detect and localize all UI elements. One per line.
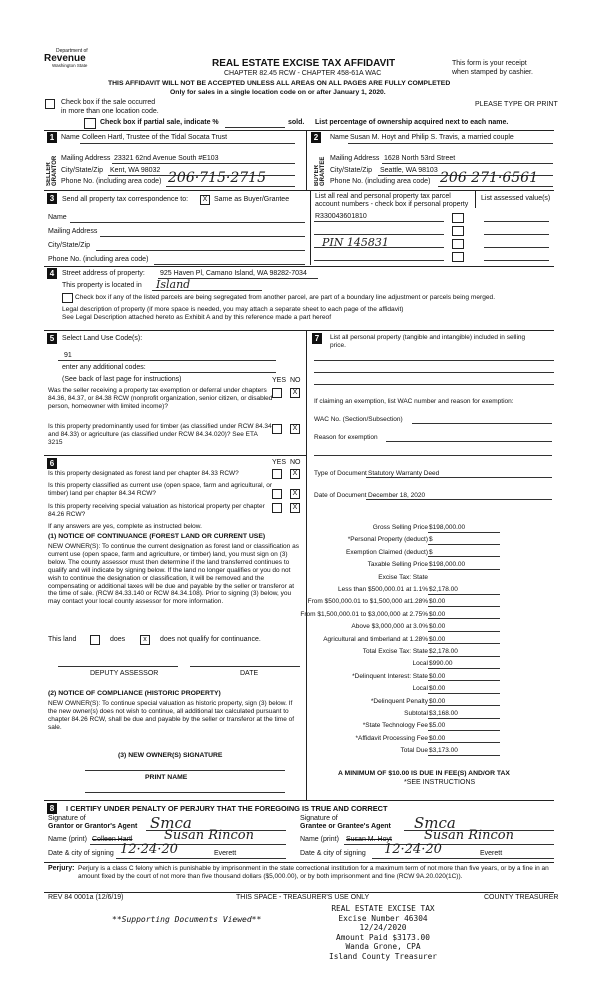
parcel-4-personal-checkbox[interactable] bbox=[452, 252, 464, 262]
calc-row-line[interactable] bbox=[428, 668, 500, 669]
rule-s5-s7-divider bbox=[306, 330, 307, 800]
pin-handwritten: PIN 145831 bbox=[322, 236, 389, 249]
legal-desc-1: Legal description of property (if more space is needed, you may attach a separate sheet to each page of the affidavit) bbox=[62, 306, 404, 313]
calc-row-value: $2,178.00 bbox=[429, 648, 458, 655]
buyer-mailing: 1628 North 53rd Street bbox=[384, 155, 456, 162]
calc-row-line[interactable] bbox=[428, 631, 500, 632]
treasurer-use-only: THIS SPACE - TREASURER'S USE ONLY bbox=[236, 894, 370, 901]
land-use-label: Select Land Use Code(s): bbox=[62, 335, 143, 342]
grantor-signature: Smca bbox=[150, 814, 192, 832]
s6-q3-yes[interactable] bbox=[272, 503, 282, 513]
located-line bbox=[152, 290, 262, 291]
calc-row-label: Above $3,000,000 at 3.0% bbox=[351, 623, 428, 631]
calc-row-value: $0.00 bbox=[429, 685, 446, 693]
s5-yes-header: YES bbox=[272, 377, 287, 384]
partial-sale-line[interactable] bbox=[225, 127, 285, 128]
parcel-header-1: List all real and personal property tax parcel bbox=[315, 193, 451, 200]
calc-row-value: $0.00 bbox=[429, 672, 446, 680]
historic-text: NEW OWNER(S): To continue special valuation as historic property, sign (3) below. If the new owner(s) does not wish to continue, all additional tax calculated pursuant to chapter 84.26 RCW, shall be due and payable by the seller or transferor at the time of sale. bbox=[48, 700, 295, 731]
land-use-code: 91 bbox=[64, 352, 72, 359]
calc-row-value: $3,173.00 bbox=[429, 747, 458, 755]
s3-name-line[interactable] bbox=[70, 222, 305, 223]
calc-row-line[interactable] bbox=[428, 705, 500, 706]
calc-row-label: *Personal Property (deduct) bbox=[347, 536, 428, 544]
calc-row-value: $0.00 bbox=[429, 598, 446, 606]
s6-q1-yes[interactable] bbox=[272, 469, 282, 479]
land-does-checkbox[interactable] bbox=[90, 635, 100, 645]
grantor-signature-of: Signature of bbox=[48, 815, 86, 822]
rule-s1-s2-divider bbox=[306, 130, 307, 190]
grantor-date-city-label: Date & city of signing bbox=[48, 850, 114, 857]
calc-row-label: Local bbox=[412, 660, 428, 668]
certify-statement: I CERTIFY UNDER PENALTY OF PERJURY THAT THE FOREGOING IS TRUE AND CORRECT bbox=[66, 804, 388, 813]
buyer-phone-label: Phone No. (including area code) bbox=[330, 178, 431, 185]
parcel-2-personal-checkbox[interactable] bbox=[452, 226, 464, 236]
s5-q2-no[interactable]: X bbox=[290, 424, 300, 434]
doc-type-line bbox=[366, 477, 552, 478]
form-only-for: Only for sales in a single location code on or after January 1, 2020. bbox=[170, 89, 386, 96]
s6-no-header: NO bbox=[290, 459, 301, 466]
receipt-note-2: when stamped by cashier. bbox=[452, 69, 533, 76]
reason-label: Reason for exemption bbox=[314, 434, 378, 441]
s5-q2-yes[interactable] bbox=[272, 424, 282, 434]
section5-number: 5 bbox=[47, 333, 57, 344]
same-as-buyer-label: Same as Buyer/Grantee bbox=[214, 196, 290, 203]
calc-row-line[interactable] bbox=[428, 643, 500, 644]
located-value: Island bbox=[156, 278, 191, 291]
seller-city-label: City/State/Zip bbox=[61, 167, 104, 174]
multi-location-label-1: Check box if the sale occurred bbox=[61, 99, 156, 106]
seller-name-label: Name bbox=[61, 134, 80, 141]
does-label: does bbox=[110, 636, 126, 643]
calc-row-label: Agricultural and timberland at 1.28% bbox=[323, 635, 428, 643]
doc-type-label: Type of Document bbox=[314, 470, 367, 477]
wac-label: WAC No. (Section/Subsection) bbox=[314, 416, 403, 423]
reason-line-2[interactable] bbox=[314, 455, 552, 456]
personal-prop-line-2[interactable] bbox=[314, 372, 554, 373]
seller-phone-label: Phone No. (including area code) bbox=[61, 178, 162, 185]
calc-row-line[interactable] bbox=[428, 618, 500, 619]
form-warning: THIS AFFIDAVIT WILL NOT BE ACCEPTED UNLESS ALL AREAS ON ALL PAGES ARE FULLY COMPLETED bbox=[108, 80, 451, 87]
seller-side-label: SELLER GRANTOR bbox=[46, 155, 58, 186]
personal-prop-line-3[interactable] bbox=[314, 384, 554, 385]
seller-mailing-line bbox=[112, 163, 295, 164]
s5-q1-yes[interactable] bbox=[272, 388, 282, 398]
grantor-printed-name: Colleen Hartl bbox=[92, 836, 133, 843]
list-percentage: List percentage of ownership acquired next to each name. bbox=[315, 119, 509, 126]
calc-row-value: $ bbox=[429, 536, 433, 544]
grantor-date: 12·24·20 bbox=[120, 842, 178, 857]
calc-row-label: *State Technology Fee bbox=[362, 722, 428, 730]
calc-row-line[interactable] bbox=[428, 680, 500, 681]
calc-row-line[interactable] bbox=[428, 718, 500, 719]
treasurer-stamp bbox=[308, 904, 458, 961]
this-land-label: This land bbox=[48, 636, 77, 643]
parcel-1: R330043601810 bbox=[315, 213, 367, 220]
grantee-name-line[interactable] bbox=[344, 844, 554, 845]
claiming-exemption-label: If claiming an exemption, list WAC number and reason for exemption: bbox=[314, 398, 514, 405]
see-instructions: *SEE INSTRUCTIONS bbox=[404, 779, 476, 786]
s6-yes-header: YES bbox=[272, 459, 287, 466]
grantee-city: Everett bbox=[480, 850, 503, 857]
stamp-line-3: 12/24/2020 bbox=[359, 923, 407, 932]
grantee-signature: Smca bbox=[414, 814, 456, 832]
section3-number: 3 bbox=[47, 193, 57, 204]
seller-mailing-label: Mailing Address bbox=[61, 155, 111, 162]
calc-row-label: From $500,000.01 to $1,500,000 at1.28% bbox=[307, 598, 428, 606]
grantee-name-handwritten: Susan Rincon bbox=[424, 828, 515, 843]
land-use-line bbox=[58, 360, 276, 361]
section6-number: 6 bbox=[47, 458, 57, 469]
assessed-line-1 bbox=[484, 221, 549, 222]
parcel-line-1 bbox=[314, 221, 444, 222]
calc-row-line[interactable] bbox=[428, 594, 500, 595]
calc-row-label: Total Excise Tax: State bbox=[362, 648, 428, 655]
seller-phone-line bbox=[166, 186, 295, 187]
segregated-checkbox[interactable] bbox=[62, 293, 73, 303]
receipt-note-1: This form is your receipt bbox=[452, 60, 527, 67]
section4-number: 4 bbox=[47, 268, 57, 279]
rule-s3-top bbox=[44, 190, 554, 191]
parcel-line-4 bbox=[314, 260, 444, 261]
located-label: This property is located in bbox=[62, 282, 142, 289]
additional-codes-line[interactable] bbox=[150, 372, 276, 373]
calc-row-label: Exemption Claimed (deduct) bbox=[345, 548, 428, 556]
perjury-text: Perjury is a class C felony which is punishable by imprisonment in the state correctional institution for a maximum term of not more than five years, or by a fine in an amount fixed by the court of not more than five thousand dollars ($5,000.00), or by both imprisonment and fine (RCW 9A.20.020(1C)). bbox=[78, 865, 549, 880]
seller-mailing: 23321 62nd Avenue South #E103 bbox=[114, 155, 219, 162]
rule-s5-top bbox=[44, 330, 554, 331]
seller-name-line bbox=[80, 143, 295, 144]
logo-line2: Revenue bbox=[44, 53, 86, 64]
calc-row-value: $0.00 bbox=[429, 623, 446, 631]
calc-row-line[interactable] bbox=[428, 532, 500, 533]
buyer-city-label: City/State/Zip bbox=[330, 167, 373, 174]
personal-property-label: List all personal property (tangible and intangible) included in selling price. bbox=[330, 334, 526, 349]
calc-row-label: From $1,500,000.01 to $3,000,000 at 2.75% bbox=[300, 610, 428, 618]
same-as-buyer-checkbox[interactable]: X bbox=[200, 195, 210, 205]
calc-row-value: $198,000.00 bbox=[429, 561, 466, 569]
s5-no-header: NO bbox=[290, 377, 301, 384]
stamp-line-5: Wanda Grone, CPA bbox=[345, 942, 421, 951]
grantor-city: Everett bbox=[214, 850, 237, 857]
s3-name-label: Name bbox=[48, 214, 67, 221]
street-label: Street address of property: bbox=[62, 270, 145, 277]
minimum-due-note: A MINIMUM OF $10.00 IS DUE IN FEE(S) AND/OR TAX bbox=[338, 770, 510, 777]
calc-row-line[interactable] bbox=[428, 606, 500, 607]
calc-row-label: Total Due bbox=[400, 747, 428, 755]
grantee-date-city-label: Date & city of signing bbox=[300, 850, 366, 857]
deputy-line[interactable] bbox=[58, 666, 178, 667]
street-address: 925 Haven Pl, Camano Island, WA 98282-7034 bbox=[160, 270, 307, 277]
s6-if-yes: If any answers are yes, complete as instructed below. bbox=[48, 523, 202, 530]
legal-desc-2: See Legal Description attached hereto as Exhibit A and by this reference made a part hereof bbox=[62, 314, 332, 321]
calc-row-label: *Affidavit Processing Fee bbox=[355, 734, 428, 742]
s6-q3-no[interactable]: X bbox=[290, 503, 300, 513]
calc-row-label: *Delinquent Interest: State bbox=[352, 672, 428, 680]
s5-q1-no[interactable]: X bbox=[290, 388, 300, 398]
calc-row-label: Excise Tax: State bbox=[378, 573, 428, 581]
buyer-phone-line bbox=[438, 186, 553, 187]
form-chapter: CHAPTER 82.45 RCW - CHAPTER 458-61A WAC bbox=[224, 70, 382, 77]
calc-row-value: $2,178.00 bbox=[429, 586, 458, 593]
additional-codes-label: enter any additional codes: bbox=[62, 364, 146, 371]
s3-phone-line[interactable] bbox=[154, 264, 305, 265]
rev-number: REV 84 0001a (12/6/19) bbox=[48, 894, 124, 901]
calc-row-line[interactable] bbox=[428, 730, 500, 731]
seller-section-number: 1 bbox=[47, 132, 57, 143]
buyer-section-number: 2 bbox=[311, 132, 321, 143]
logo-line3: Washington State bbox=[52, 63, 88, 68]
seller-phone: 206·715·2715 bbox=[168, 170, 266, 186]
buyer-phone: 206 271·6561 bbox=[440, 170, 538, 186]
grantee-printed-name: Susan M. Hoyt bbox=[346, 836, 392, 843]
parcel-1-personal-checkbox[interactable] bbox=[452, 213, 464, 223]
calc-row-label: Local bbox=[412, 685, 428, 693]
s5-question-2: Is this property predominantly used for timber (as classified under RCW 84.34 and 84.33) or agriculture (as classified under RCW 84.34.020)? See ETA 3215 bbox=[48, 423, 272, 446]
personal-prop-line-1[interactable] bbox=[314, 360, 554, 361]
type-or-print: PLEASE TYPE OR PRINT bbox=[475, 101, 558, 108]
county-treasurer: COUNTY TREASURER bbox=[484, 894, 559, 901]
s6-q2-no[interactable]: X bbox=[290, 489, 300, 499]
new-owner-signature-line[interactable] bbox=[85, 770, 285, 771]
print-name-label: PRINT NAME bbox=[145, 774, 188, 781]
parcel-line-3 bbox=[314, 247, 444, 248]
grantor-agent-label: Grantor or Grantor's Agent bbox=[48, 823, 138, 830]
calc-row-value: $ bbox=[429, 548, 433, 556]
calc-row-value: $0.00 bbox=[429, 635, 446, 643]
calc-row-value: $0.00 bbox=[429, 734, 446, 742]
calc-row-line[interactable] bbox=[428, 569, 500, 570]
calc-row-label: Less than $500,000.01 at 1.1% bbox=[338, 586, 428, 593]
s5-question-1: Was the seller receiving a property tax exemption or deferral under chapters 84.36, 84.37, or 84.38 RCW (nonprofit organization, senior citizen, or disabled person, homeowner with limited income)? bbox=[48, 387, 273, 410]
s6-question-3: Is this property receiving special valuation as historical property per chapter 84.26 RCW? bbox=[48, 503, 265, 518]
s3-city-label: City/State/Zip bbox=[48, 242, 91, 249]
form-title: REAL ESTATE EXCISE TAX AFFIDAVIT bbox=[212, 58, 396, 69]
continuance-text: NEW OWNER(S): To continue the current designation as forest land or classification as current use (open space, farm and agriculture, or timber) land, you must sign on (3) below. The county assessor must then determine if the land transferred continues to qualify and will indicate by signing below. If the land no longer qualifies or you do not wish to continue the designation or classification, it will be removed and the compensating or additional taxes will be due and payable by the seller or transferor at the time of sale. (RCW 84.33.140 or RCW 84.34.108). Prior to signing (3) below, you may contact your local county assessor for more information. bbox=[48, 543, 299, 606]
deputy-assessor-label: DEPUTY ASSESSOR bbox=[90, 670, 159, 677]
rule-s3-divider bbox=[310, 190, 311, 265]
calc-row-line[interactable] bbox=[428, 544, 500, 545]
seller-city: Kent, WA 98032 bbox=[110, 167, 161, 174]
section7-number: 7 bbox=[312, 333, 322, 344]
doc-date-line bbox=[366, 499, 552, 500]
not-qualify-label: does not qualify for continuance. bbox=[160, 636, 261, 643]
partial-sale-checkbox[interactable] bbox=[84, 118, 96, 129]
calc-row-value: $198,000.00 bbox=[429, 524, 466, 531]
calc-row-label: Taxable Selling Price bbox=[367, 561, 428, 569]
rule-footer-top bbox=[44, 892, 554, 893]
wac-line[interactable] bbox=[412, 423, 552, 424]
calc-row-label: Gross Selling Price bbox=[372, 524, 428, 531]
calc-row-line[interactable] bbox=[428, 693, 500, 694]
continuance-title: (1) NOTICE OF CONTINUANCE (FOREST LAND OR CURRENT USE) bbox=[48, 533, 266, 540]
revenue-logo bbox=[44, 48, 88, 68]
buyer-side-label: BUYER GRANTEE bbox=[314, 156, 326, 186]
segregated-label: Check box if any of the listed parcels are being segregated from another parcel, are part of a boundary line adjustment or parcels being merged. bbox=[75, 294, 496, 301]
buyer-name-label: Name bbox=[330, 134, 349, 141]
calc-row-line[interactable] bbox=[428, 742, 500, 743]
calc-row-value: $0.00 bbox=[429, 697, 446, 705]
see-back-label: (See back of last page for instructions) bbox=[62, 376, 182, 383]
doc-date-value: December 18, 2020 bbox=[368, 492, 426, 499]
s3-mailing-line[interactable] bbox=[100, 236, 305, 237]
rule-assessed-divider bbox=[475, 190, 476, 208]
land-does-not-checkbox[interactable]: x bbox=[140, 635, 150, 645]
seller-name: Colleen Hartl, Trustee of the Tidal Socata Trust bbox=[82, 134, 228, 141]
deputy-date-label: DATE bbox=[240, 670, 259, 677]
send-correspondence-label: Send all property tax correspondence to: bbox=[62, 196, 189, 203]
s6-q2-yes[interactable] bbox=[272, 489, 282, 499]
calc-row-line[interactable] bbox=[428, 656, 500, 657]
rule-s1-top bbox=[44, 130, 554, 131]
stamp-line-6: Island County Treasurer bbox=[329, 951, 437, 961]
rule-s4-top bbox=[44, 266, 554, 267]
supporting-docs: **Supporting Documents Viewed** bbox=[112, 915, 262, 924]
s3-phone-label: Phone No. (including area code) bbox=[48, 256, 149, 263]
buyer-mailing-line bbox=[382, 163, 553, 164]
buyer-name: Susan M. Hoyt and Philip S. Travis, a married couple bbox=[350, 134, 514, 141]
doc-type-value: Statutory Warranty Deed bbox=[368, 470, 440, 477]
grantor-date-line[interactable] bbox=[116, 858, 286, 859]
sold-label: sold. bbox=[288, 119, 305, 126]
s3-city-line[interactable] bbox=[96, 250, 305, 251]
assessed-line-3 bbox=[484, 247, 549, 248]
calc-row-value: $5.00 bbox=[429, 722, 446, 730]
reason-line[interactable] bbox=[386, 441, 552, 442]
deputy-date-line[interactable] bbox=[190, 666, 300, 667]
rule-perjury-top bbox=[44, 862, 554, 863]
perjury-label: Perjury: bbox=[48, 865, 75, 872]
doc-date-label: Date of Document bbox=[314, 492, 367, 499]
s3-mailing-label: Mailing Address bbox=[48, 228, 98, 235]
assessed-header: List assessed value(s) bbox=[481, 195, 551, 202]
logo-line1: Department of bbox=[56, 48, 88, 54]
grantor-name-print-label: Name (print) bbox=[48, 836, 87, 843]
s6-question-2: Is this property classified as current use (open space, farm and agricultural, or timber) land per chapter 84.34 RCW? bbox=[48, 482, 272, 497]
buyer-mailing-label: Mailing Address bbox=[330, 155, 380, 162]
new-owner-signature-label: (3) NEW OWNER(S) SIGNATURE bbox=[118, 752, 223, 759]
multi-location-checkbox[interactable] bbox=[45, 99, 55, 109]
grantee-date-line[interactable] bbox=[372, 858, 554, 859]
rule-s6-top bbox=[44, 455, 306, 456]
grantee-name-print-label: Name (print) bbox=[300, 836, 339, 843]
section8-number: 8 bbox=[47, 803, 57, 814]
partial-sale-label: Check box if partial sale, indicate % bbox=[100, 119, 219, 126]
stamp-line-4: Amount Paid $3173.00 bbox=[336, 932, 430, 942]
parcel-line-2 bbox=[314, 234, 444, 235]
calc-row-label: Subtotal bbox=[404, 710, 428, 717]
assessed-line-2 bbox=[484, 234, 549, 235]
s6-question-1: Is this property designated as forest land per chapter 84.33 RCW? bbox=[48, 470, 239, 477]
calc-row-value: $3,168.00 bbox=[429, 710, 458, 717]
buyer-city: Seattle, WA 98103 bbox=[380, 167, 438, 174]
grantor-name-handwritten: Susan Rincon bbox=[164, 828, 255, 843]
grantee-agent-label: Grantee or Grantee's Agent bbox=[300, 823, 391, 830]
calc-row-label: *Delinquent Penalty bbox=[370, 697, 428, 705]
stamp-line-2: Excise Number 46304 bbox=[338, 913, 428, 923]
grantee-signature-of: Signature of bbox=[300, 815, 338, 822]
calc-row-line[interactable] bbox=[428, 556, 500, 557]
assessed-line-4 bbox=[484, 260, 549, 261]
calc-row-value: $990.00 bbox=[429, 660, 453, 668]
multi-location-label-2: in more than one location code. bbox=[61, 108, 159, 115]
stamp-line-1: REAL ESTATE EXCISE TAX bbox=[331, 904, 435, 913]
parcel-header-2: account numbers - check box if personal property bbox=[315, 201, 469, 208]
historic-title: (2) NOTICE OF COMPLIANCE (HISTORIC PROPERTY) bbox=[48, 690, 221, 697]
s6-q1-no[interactable]: X bbox=[290, 469, 300, 479]
buyer-name-line bbox=[348, 143, 553, 144]
parcel-3-personal-checkbox[interactable] bbox=[452, 239, 464, 249]
calc-row-line[interactable] bbox=[428, 755, 500, 756]
print-name-line[interactable] bbox=[85, 792, 285, 793]
rule-s8-top bbox=[44, 800, 554, 801]
calc-row-value: $0.00 bbox=[429, 610, 446, 618]
grantee-date: 12·24·20 bbox=[384, 842, 442, 857]
